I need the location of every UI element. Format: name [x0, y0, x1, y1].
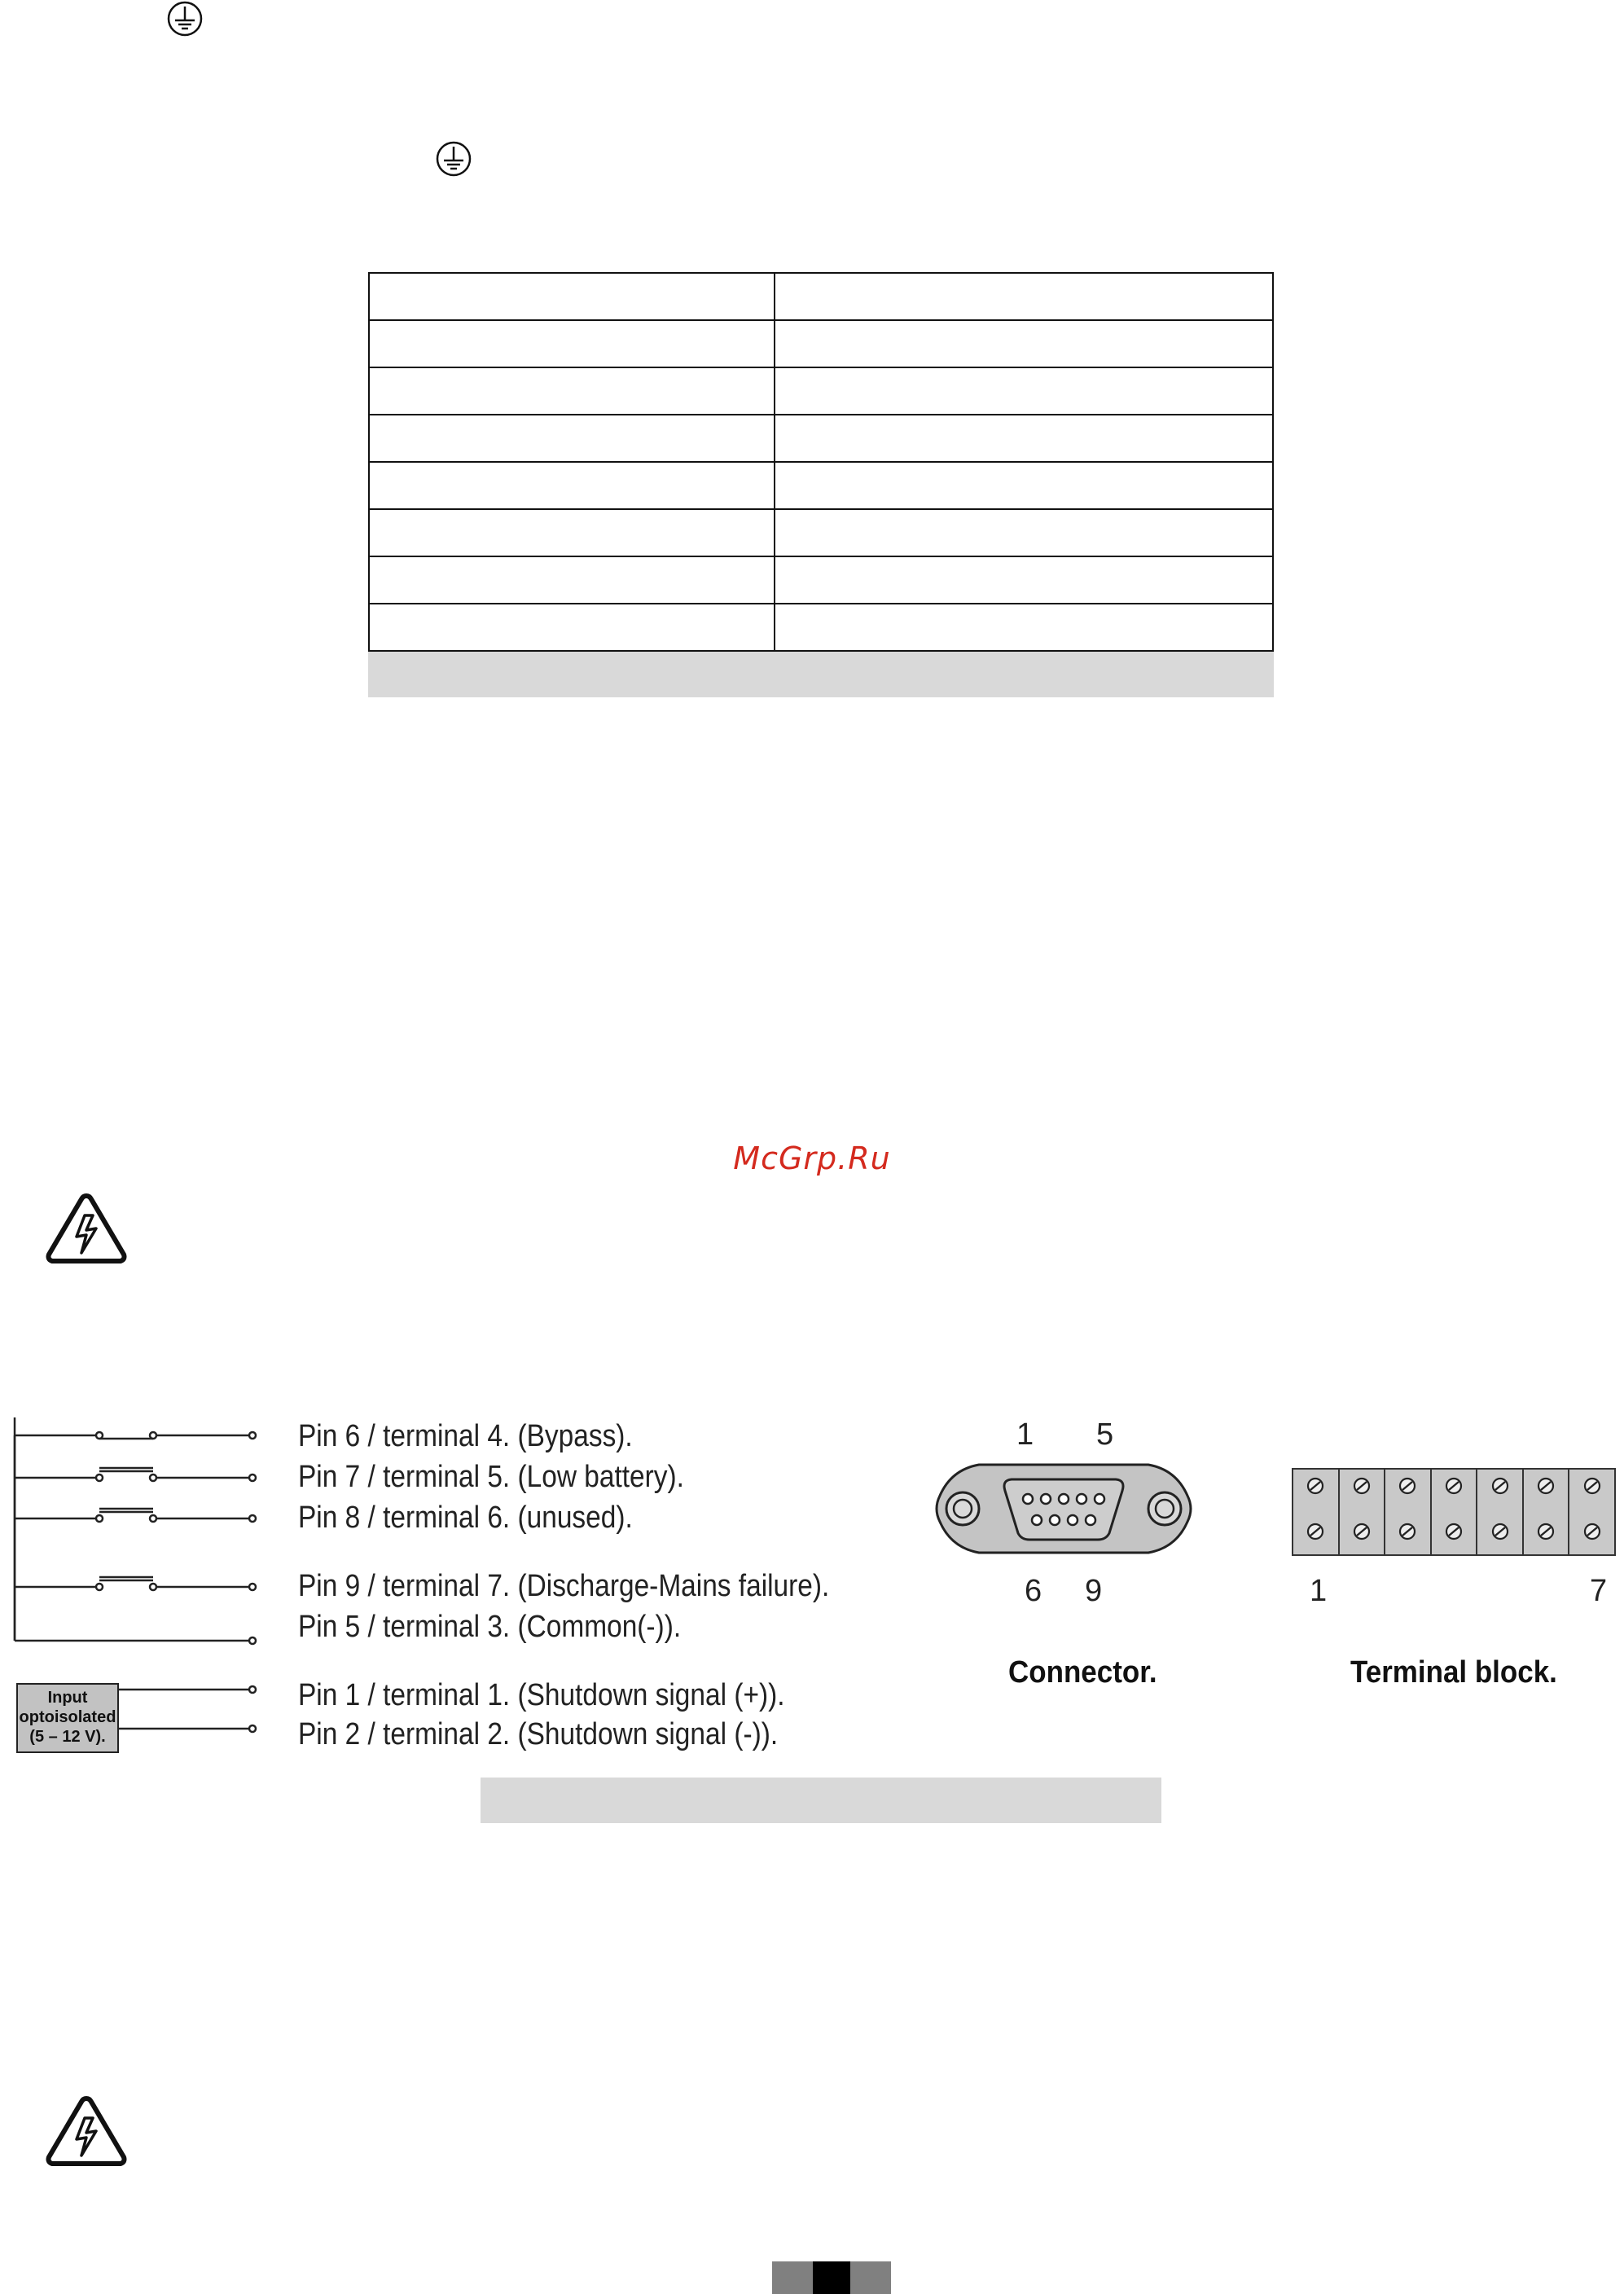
table-cell	[369, 415, 775, 462]
terminal-number: 7	[1590, 1574, 1608, 1608]
table-cell	[775, 604, 1273, 651]
pin-description-line: Pin 9 / terminal 7. (Discharge-Mains failure).	[298, 1569, 830, 1603]
table-cell	[369, 509, 775, 556]
table-cell	[775, 367, 1273, 415]
figure-caption-band	[481, 1778, 1161, 1823]
table-cell	[369, 462, 775, 509]
pin-description-line: Pin 7 / terminal 5. (Low battery).	[298, 1460, 684, 1494]
page-marker-black	[813, 2261, 850, 2294]
terminal-screw-icon	[1582, 1476, 1602, 1496]
pin-description-line: Pin 8 / terminal 6. (unused).	[298, 1501, 633, 1535]
electric-shock-warning-icon	[44, 2094, 129, 2169]
terminal-screw-icon	[1490, 1522, 1510, 1541]
terminal-cell	[1340, 1470, 1386, 1554]
connector-pin-number: 9	[1085, 1574, 1103, 1608]
terminal-screw-icon	[1398, 1476, 1417, 1496]
table-row	[369, 367, 1273, 415]
table-cell	[775, 320, 1273, 367]
connector-label: Connector.	[1008, 1655, 1157, 1690]
table-cell	[369, 273, 775, 320]
table-row	[369, 462, 1273, 509]
opto-label-line1: Input	[47, 1689, 88, 1707]
protective-earth-icon	[435, 140, 472, 178]
page-marker-grey	[850, 2261, 891, 2294]
table-cell	[775, 556, 1273, 604]
connector-pin-number: 6	[1025, 1574, 1042, 1608]
terminal-screw-icon	[1306, 1522, 1325, 1541]
pin-description-line: Pin 1 / terminal 1. (Shutdown signal (+)).	[298, 1678, 785, 1712]
table-row	[369, 320, 1273, 367]
terminal-screw-icon	[1398, 1522, 1417, 1541]
table-cell	[369, 556, 775, 604]
opto-label-line2: optoisolated	[19, 1708, 116, 1726]
connector-pin-number: 1	[1016, 1417, 1034, 1452]
terminal-number: 1	[1310, 1574, 1328, 1608]
optoisolated-input-box	[16, 1683, 119, 1753]
terminal-screw-icon	[1536, 1522, 1556, 1541]
watermark-text: McGrp.Ru	[733, 1140, 891, 1176]
protective-earth-icon	[166, 0, 204, 37]
table-cell	[369, 320, 775, 367]
terminal-screw-icon	[1444, 1522, 1464, 1541]
terminal-screw-icon	[1352, 1476, 1372, 1496]
db9-connector-icon	[933, 1453, 1194, 1564]
pin-description-line: Pin 2 / terminal 2. (Shutdown signal (-)).	[298, 1717, 779, 1751]
spec-table	[368, 272, 1274, 697]
pin-description-line: Pin 6 / terminal 4. (Bypass).	[298, 1419, 633, 1453]
terminal-cell	[1293, 1470, 1340, 1554]
table-row	[369, 273, 1273, 320]
terminal-screw-icon	[1352, 1522, 1372, 1541]
table-cell	[775, 415, 1273, 462]
table-cell	[369, 604, 775, 651]
terminal-block	[1292, 1468, 1616, 1556]
terminal-screw-icon	[1444, 1476, 1464, 1496]
terminal-cell	[1477, 1470, 1524, 1554]
terminal-cell	[1524, 1470, 1570, 1554]
terminal-screw-icon	[1490, 1476, 1510, 1496]
page-marker-grey	[772, 2261, 813, 2294]
table-cell	[775, 273, 1273, 320]
table-row	[369, 556, 1273, 604]
connector-pin-number: 5	[1096, 1417, 1114, 1452]
page-marker	[772, 2261, 891, 2294]
terminal-cell	[1569, 1470, 1614, 1554]
table-cell	[775, 462, 1273, 509]
terminal-screw-icon	[1536, 1476, 1556, 1496]
opto-label-line3: (5 – 12 V).	[29, 1728, 106, 1746]
terminal-screw-icon	[1306, 1476, 1325, 1496]
table-cell	[775, 509, 1273, 556]
pin-description-line: Pin 5 / terminal 3. (Common(-)).	[298, 1610, 682, 1644]
terminal-screw-icon	[1582, 1522, 1602, 1541]
terminal-block-label: Terminal block.	[1350, 1655, 1557, 1690]
terminal-cell	[1385, 1470, 1432, 1554]
terminal-cell	[1432, 1470, 1478, 1554]
electric-shock-warning-icon	[44, 1191, 129, 1266]
table-row	[369, 415, 1273, 462]
table-cell	[369, 367, 775, 415]
table-row	[369, 604, 1273, 651]
table-row	[369, 509, 1273, 556]
table-caption-band	[368, 652, 1274, 697]
